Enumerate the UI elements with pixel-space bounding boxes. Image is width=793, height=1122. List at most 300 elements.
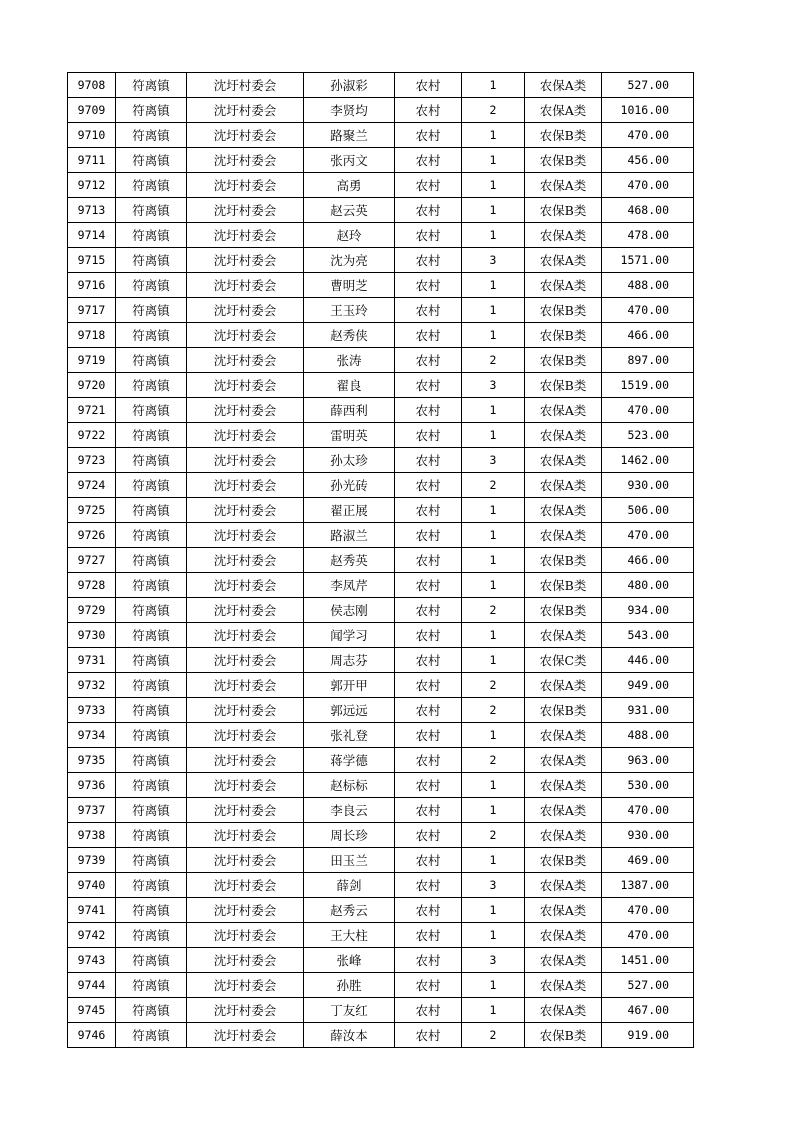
table-row — [68, 98, 694, 123]
village-committee-cell: 沈圩村委会 — [187, 648, 304, 673]
record-id-cell: 9735 — [68, 748, 116, 773]
village-committee-cell: 沈圩村委会 — [187, 1023, 304, 1048]
table-row — [68, 698, 694, 723]
record-id-cell: 9709 — [68, 98, 116, 123]
household-size-cell: 1 — [462, 548, 525, 573]
insurance-category-cell: 农保A类 — [525, 223, 602, 248]
town-cell: 符离镇 — [116, 348, 187, 373]
record-id-cell: 9726 — [68, 523, 116, 548]
table-row — [68, 273, 694, 298]
village-committee-cell: 沈圩村委会 — [187, 723, 304, 748]
village-committee-cell: 沈圩村委会 — [187, 398, 304, 423]
village-committee-cell: 沈圩村委会 — [187, 523, 304, 548]
residence-type-cell: 农村 — [395, 648, 462, 673]
village-committee-cell: 沈圩村委会 — [187, 98, 304, 123]
record-id-cell: 9710 — [68, 123, 116, 148]
amount-cell: 470.00 — [602, 523, 694, 548]
residence-type-cell: 农村 — [395, 373, 462, 398]
household-size-cell: 1 — [462, 973, 525, 998]
record-id-cell: 9741 — [68, 898, 116, 923]
table-row — [68, 898, 694, 923]
table-row — [68, 598, 694, 623]
village-committee-cell: 沈圩村委会 — [187, 948, 304, 973]
residence-type-cell: 农村 — [395, 773, 462, 798]
household-size-cell: 1 — [462, 223, 525, 248]
town-cell: 符离镇 — [116, 773, 187, 798]
insurance-category-cell: 农保B类 — [525, 1023, 602, 1048]
residence-type-cell: 农村 — [395, 923, 462, 948]
insurance-category-cell: 农保A类 — [525, 248, 602, 273]
record-id-cell: 9737 — [68, 798, 116, 823]
village-committee-cell: 沈圩村委会 — [187, 373, 304, 398]
town-cell: 符离镇 — [116, 623, 187, 648]
name-cell: 赵标标 — [304, 773, 395, 798]
insurance-category-cell: 农保A类 — [525, 273, 602, 298]
record-id-cell: 9739 — [68, 848, 116, 873]
household-size-cell: 2 — [462, 698, 525, 723]
name-cell: 张礼登 — [304, 723, 395, 748]
residence-type-cell: 农村 — [395, 898, 462, 923]
residence-type-cell: 农村 — [395, 198, 462, 223]
name-cell: 周志芬 — [304, 648, 395, 673]
residence-type-cell: 农村 — [395, 673, 462, 698]
residence-type-cell: 农村 — [395, 348, 462, 373]
name-cell: 蒋学德 — [304, 748, 395, 773]
residence-type-cell: 农村 — [395, 323, 462, 348]
town-cell: 符离镇 — [116, 648, 187, 673]
table-row — [68, 823, 694, 848]
table-row — [68, 848, 694, 873]
village-committee-cell: 沈圩村委会 — [187, 748, 304, 773]
name-cell: 赵云英 — [304, 198, 395, 223]
household-size-cell: 1 — [462, 898, 525, 923]
amount-cell: 470.00 — [602, 123, 694, 148]
record-id-cell: 9723 — [68, 448, 116, 473]
insurance-category-cell: 农保A类 — [525, 498, 602, 523]
insurance-category-cell: 农保A类 — [525, 948, 602, 973]
household-size-cell: 2 — [462, 823, 525, 848]
record-id-cell: 9744 — [68, 973, 116, 998]
amount-cell: 931.00 — [602, 698, 694, 723]
insurance-category-cell: 农保A类 — [525, 748, 602, 773]
insurance-category-cell: 农保A类 — [525, 523, 602, 548]
name-cell: 赵玲 — [304, 223, 395, 248]
name-cell: 薛西利 — [304, 398, 395, 423]
village-committee-cell: 沈圩村委会 — [187, 323, 304, 348]
name-cell: 周长珍 — [304, 823, 395, 848]
household-size-cell: 1 — [462, 148, 525, 173]
table-row — [68, 973, 694, 998]
table-row — [68, 473, 694, 498]
table-row — [68, 173, 694, 198]
residence-type-cell: 农村 — [395, 623, 462, 648]
household-size-cell: 1 — [462, 198, 525, 223]
residence-type-cell: 农村 — [395, 998, 462, 1023]
insurance-category-cell: 农保A类 — [525, 873, 602, 898]
residence-type-cell: 农村 — [395, 298, 462, 323]
table-row — [68, 773, 694, 798]
table-row — [68, 523, 694, 548]
table-row — [68, 323, 694, 348]
insurance-category-cell: 农保A类 — [525, 98, 602, 123]
insurance-category-cell: 农保A类 — [525, 923, 602, 948]
town-cell: 符离镇 — [116, 398, 187, 423]
insurance-category-cell: 农保B类 — [525, 148, 602, 173]
insurance-category-cell: 农保A类 — [525, 773, 602, 798]
residence-type-cell: 农村 — [395, 573, 462, 598]
insurance-category-cell: 农保B类 — [525, 848, 602, 873]
household-size-cell: 1 — [462, 648, 525, 673]
household-size-cell: 1 — [462, 398, 525, 423]
household-size-cell: 2 — [462, 598, 525, 623]
town-cell: 符离镇 — [116, 823, 187, 848]
household-size-cell: 1 — [462, 173, 525, 198]
residence-type-cell: 农村 — [395, 123, 462, 148]
town-cell: 符离镇 — [116, 448, 187, 473]
village-committee-cell: 沈圩村委会 — [187, 698, 304, 723]
record-id-cell: 9718 — [68, 323, 116, 348]
amount-cell: 1519.00 — [602, 373, 694, 398]
residence-type-cell: 农村 — [395, 848, 462, 873]
record-id-cell: 9717 — [68, 298, 116, 323]
town-cell: 符离镇 — [116, 748, 187, 773]
insurance-category-cell: 农保B类 — [525, 298, 602, 323]
amount-cell: 930.00 — [602, 473, 694, 498]
table-row — [68, 148, 694, 173]
amount-cell: 466.00 — [602, 323, 694, 348]
town-cell: 符离镇 — [116, 723, 187, 748]
table-row — [68, 373, 694, 398]
village-committee-cell: 沈圩村委会 — [187, 973, 304, 998]
insurance-category-cell: 农保B类 — [525, 598, 602, 623]
name-cell: 侯志刚 — [304, 598, 395, 623]
residence-type-cell: 农村 — [395, 873, 462, 898]
town-cell: 符离镇 — [116, 573, 187, 598]
village-committee-cell: 沈圩村委会 — [187, 548, 304, 573]
name-cell: 沈为亮 — [304, 248, 395, 273]
name-cell: 路聚兰 — [304, 123, 395, 148]
village-committee-cell: 沈圩村委会 — [187, 73, 304, 98]
amount-cell: 480.00 — [602, 573, 694, 598]
name-cell: 闻学习 — [304, 623, 395, 648]
residence-type-cell: 农村 — [395, 798, 462, 823]
household-size-cell: 2 — [462, 348, 525, 373]
record-id-cell: 9722 — [68, 423, 116, 448]
roster-table-body — [68, 73, 694, 1048]
name-cell: 赵秀英 — [304, 548, 395, 573]
amount-cell: 934.00 — [602, 598, 694, 623]
amount-cell: 488.00 — [602, 273, 694, 298]
residence-type-cell: 农村 — [395, 748, 462, 773]
village-committee-cell: 沈圩村委会 — [187, 148, 304, 173]
household-size-cell: 1 — [462, 298, 525, 323]
household-size-cell: 1 — [462, 798, 525, 823]
amount-cell: 467.00 — [602, 998, 694, 1023]
name-cell: 张丙文 — [304, 148, 395, 173]
insurance-category-cell: 农保A类 — [525, 673, 602, 698]
village-committee-cell: 沈圩村委会 — [187, 473, 304, 498]
record-id-cell: 9746 — [68, 1023, 116, 1048]
residence-type-cell: 农村 — [395, 73, 462, 98]
record-id-cell: 9725 — [68, 498, 116, 523]
table-row — [68, 623, 694, 648]
household-size-cell: 1 — [462, 923, 525, 948]
table-row — [68, 573, 694, 598]
amount-cell: 1571.00 — [602, 248, 694, 273]
residence-type-cell: 农村 — [395, 1023, 462, 1048]
town-cell: 符离镇 — [116, 123, 187, 148]
household-size-cell: 2 — [462, 1023, 525, 1048]
record-id-cell: 9708 — [68, 73, 116, 98]
record-id-cell: 9727 — [68, 548, 116, 573]
town-cell: 符离镇 — [116, 923, 187, 948]
record-id-cell: 9724 — [68, 473, 116, 498]
insurance-category-cell: 农保A类 — [525, 823, 602, 848]
name-cell: 李良云 — [304, 798, 395, 823]
record-id-cell: 9742 — [68, 923, 116, 948]
table-row — [68, 198, 694, 223]
village-committee-cell: 沈圩村委会 — [187, 998, 304, 1023]
table-row — [68, 298, 694, 323]
record-id-cell: 9740 — [68, 873, 116, 898]
record-id-cell: 9721 — [68, 398, 116, 423]
residence-type-cell: 农村 — [395, 523, 462, 548]
amount-cell: 949.00 — [602, 673, 694, 698]
name-cell: 丁友红 — [304, 998, 395, 1023]
table-row — [68, 398, 694, 423]
residence-type-cell: 农村 — [395, 973, 462, 998]
amount-cell: 963.00 — [602, 748, 694, 773]
residence-type-cell: 农村 — [395, 698, 462, 723]
insurance-category-cell: 农保A类 — [525, 998, 602, 1023]
village-committee-cell: 沈圩村委会 — [187, 273, 304, 298]
table-row — [68, 648, 694, 673]
insurance-category-cell: 农保B类 — [525, 323, 602, 348]
village-committee-cell: 沈圩村委会 — [187, 223, 304, 248]
name-cell: 张峰 — [304, 948, 395, 973]
village-committee-cell: 沈圩村委会 — [187, 298, 304, 323]
town-cell: 符离镇 — [116, 173, 187, 198]
village-committee-cell: 沈圩村委会 — [187, 798, 304, 823]
town-cell: 符离镇 — [116, 898, 187, 923]
amount-cell: 446.00 — [602, 648, 694, 673]
household-size-cell: 1 — [462, 498, 525, 523]
residence-type-cell: 农村 — [395, 273, 462, 298]
village-committee-cell: 沈圩村委会 — [187, 448, 304, 473]
insurance-category-cell: 农保B类 — [525, 373, 602, 398]
name-cell: 张涛 — [304, 348, 395, 373]
residence-type-cell: 农村 — [395, 98, 462, 123]
record-id-cell: 9714 — [68, 223, 116, 248]
household-size-cell: 1 — [462, 773, 525, 798]
town-cell: 符离镇 — [116, 148, 187, 173]
name-cell: 高勇 — [304, 173, 395, 198]
village-committee-cell: 沈圩村委会 — [187, 423, 304, 448]
amount-cell: 527.00 — [602, 73, 694, 98]
amount-cell: 919.00 — [602, 1023, 694, 1048]
amount-cell: 527.00 — [602, 973, 694, 998]
town-cell: 符离镇 — [116, 798, 187, 823]
village-committee-cell: 沈圩村委会 — [187, 673, 304, 698]
village-committee-cell: 沈圩村委会 — [187, 873, 304, 898]
amount-cell: 466.00 — [602, 548, 694, 573]
name-cell: 雷明英 — [304, 423, 395, 448]
household-size-cell: 1 — [462, 848, 525, 873]
record-id-cell: 9715 — [68, 248, 116, 273]
household-size-cell: 1 — [462, 998, 525, 1023]
town-cell: 符离镇 — [116, 598, 187, 623]
name-cell: 李凤芹 — [304, 573, 395, 598]
record-id-cell: 9729 — [68, 598, 116, 623]
name-cell: 路淑兰 — [304, 523, 395, 548]
residence-type-cell: 农村 — [395, 948, 462, 973]
table-row — [68, 923, 694, 948]
residence-type-cell: 农村 — [395, 423, 462, 448]
record-id-cell: 9716 — [68, 273, 116, 298]
record-id-cell: 9713 — [68, 198, 116, 223]
household-size-cell: 1 — [462, 623, 525, 648]
amount-cell: 543.00 — [602, 623, 694, 648]
amount-cell: 488.00 — [602, 723, 694, 748]
record-id-cell: 9719 — [68, 348, 116, 373]
residence-type-cell: 农村 — [395, 473, 462, 498]
name-cell: 曹明芝 — [304, 273, 395, 298]
household-size-cell: 2 — [462, 748, 525, 773]
insurance-category-cell: 农保C类 — [525, 648, 602, 673]
record-id-cell: 9720 — [68, 373, 116, 398]
record-id-cell: 9733 — [68, 698, 116, 723]
amount-cell: 469.00 — [602, 848, 694, 873]
name-cell: 孙淑彩 — [304, 73, 395, 98]
amount-cell: 523.00 — [602, 423, 694, 448]
record-id-cell: 9734 — [68, 723, 116, 748]
insurance-category-cell: 农保A类 — [525, 398, 602, 423]
household-size-cell: 1 — [462, 523, 525, 548]
amount-cell: 468.00 — [602, 198, 694, 223]
amount-cell: 470.00 — [602, 798, 694, 823]
town-cell: 符离镇 — [116, 223, 187, 248]
household-size-cell: 1 — [462, 423, 525, 448]
village-committee-cell: 沈圩村委会 — [187, 923, 304, 948]
town-cell: 符离镇 — [116, 548, 187, 573]
record-id-cell: 9731 — [68, 648, 116, 673]
record-id-cell: 9736 — [68, 773, 116, 798]
record-id-cell: 9728 — [68, 573, 116, 598]
table-row — [68, 948, 694, 973]
village-committee-cell: 沈圩村委会 — [187, 848, 304, 873]
table-row — [68, 673, 694, 698]
amount-cell: 470.00 — [602, 173, 694, 198]
town-cell: 符离镇 — [116, 98, 187, 123]
household-size-cell: 3 — [462, 248, 525, 273]
residence-type-cell: 农村 — [395, 498, 462, 523]
roster-table — [67, 72, 694, 1048]
town-cell: 符离镇 — [116, 248, 187, 273]
residence-type-cell: 农村 — [395, 548, 462, 573]
residence-type-cell: 农村 — [395, 223, 462, 248]
residence-type-cell: 农村 — [395, 398, 462, 423]
name-cell: 王大柱 — [304, 923, 395, 948]
amount-cell: 1451.00 — [602, 948, 694, 973]
town-cell: 符离镇 — [116, 423, 187, 448]
residence-type-cell: 农村 — [395, 248, 462, 273]
name-cell: 薛剑 — [304, 873, 395, 898]
town-cell: 符离镇 — [116, 998, 187, 1023]
village-committee-cell: 沈圩村委会 — [187, 598, 304, 623]
insurance-category-cell: 农保A类 — [525, 623, 602, 648]
residence-type-cell: 农村 — [395, 448, 462, 473]
town-cell: 符离镇 — [116, 673, 187, 698]
amount-cell: 1387.00 — [602, 873, 694, 898]
name-cell: 田玉兰 — [304, 848, 395, 873]
amount-cell: 506.00 — [602, 498, 694, 523]
village-committee-cell: 沈圩村委会 — [187, 623, 304, 648]
town-cell: 符离镇 — [116, 873, 187, 898]
insurance-category-cell: 农保A类 — [525, 723, 602, 748]
amount-cell: 897.00 — [602, 348, 694, 373]
record-id-cell: 9745 — [68, 998, 116, 1023]
village-committee-cell: 沈圩村委会 — [187, 573, 304, 598]
insurance-category-cell: 农保B类 — [525, 573, 602, 598]
household-size-cell: 2 — [462, 473, 525, 498]
insurance-category-cell: 农保A类 — [525, 173, 602, 198]
household-size-cell: 1 — [462, 723, 525, 748]
table-row — [68, 448, 694, 473]
town-cell: 符离镇 — [116, 323, 187, 348]
amount-cell: 1462.00 — [602, 448, 694, 473]
amount-cell: 478.00 — [602, 223, 694, 248]
village-committee-cell: 沈圩村委会 — [187, 823, 304, 848]
name-cell: 郭远远 — [304, 698, 395, 723]
table-row — [68, 873, 694, 898]
insurance-category-cell: 农保A类 — [525, 898, 602, 923]
table-row — [68, 223, 694, 248]
village-committee-cell: 沈圩村委会 — [187, 773, 304, 798]
insurance-category-cell: 农保B类 — [525, 123, 602, 148]
table-row — [68, 1023, 694, 1048]
amount-cell: 470.00 — [602, 298, 694, 323]
amount-cell: 930.00 — [602, 823, 694, 848]
town-cell: 符离镇 — [116, 948, 187, 973]
name-cell: 赵秀云 — [304, 898, 395, 923]
record-id-cell: 9711 — [68, 148, 116, 173]
household-size-cell: 1 — [462, 123, 525, 148]
household-size-cell: 3 — [462, 948, 525, 973]
table-row — [68, 723, 694, 748]
table-row — [68, 998, 694, 1023]
name-cell: 薛汝本 — [304, 1023, 395, 1048]
residence-type-cell: 农村 — [395, 598, 462, 623]
table-row — [68, 348, 694, 373]
town-cell: 符离镇 — [116, 473, 187, 498]
insurance-category-cell: 农保B类 — [525, 348, 602, 373]
village-committee-cell: 沈圩村委会 — [187, 123, 304, 148]
town-cell: 符离镇 — [116, 373, 187, 398]
town-cell: 符离镇 — [116, 298, 187, 323]
amount-cell: 470.00 — [602, 898, 694, 923]
residence-type-cell: 农村 — [395, 148, 462, 173]
table-row — [68, 548, 694, 573]
town-cell: 符离镇 — [116, 273, 187, 298]
name-cell: 翟良 — [304, 373, 395, 398]
record-id-cell: 9712 — [68, 173, 116, 198]
table-row — [68, 248, 694, 273]
insurance-category-cell: 农保A类 — [525, 73, 602, 98]
household-size-cell: 2 — [462, 673, 525, 698]
household-size-cell: 3 — [462, 448, 525, 473]
amount-cell: 456.00 — [602, 148, 694, 173]
insurance-category-cell: 农保A类 — [525, 448, 602, 473]
